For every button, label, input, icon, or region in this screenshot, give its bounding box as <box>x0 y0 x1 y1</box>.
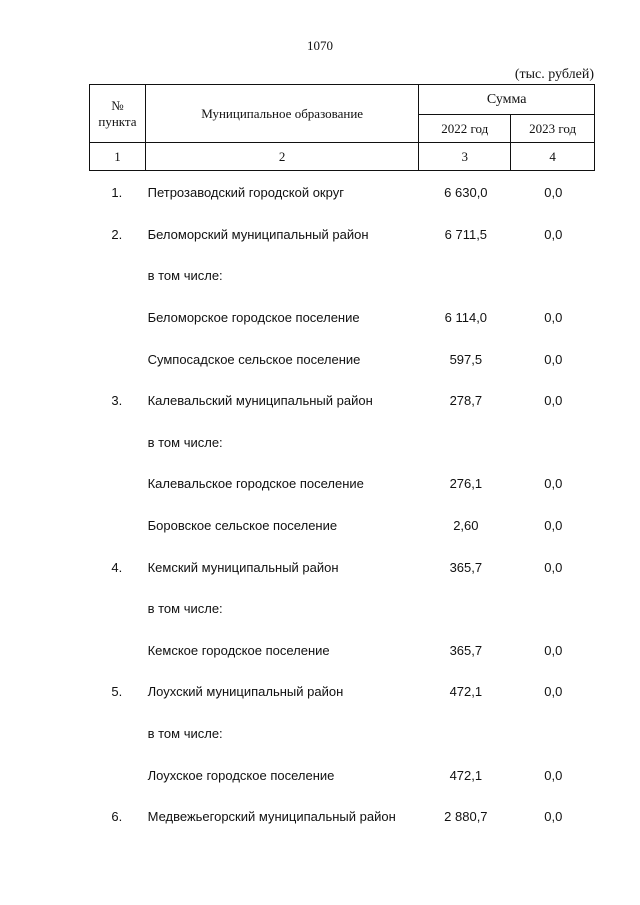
row-name: Беломорское городское поселение <box>147 310 360 326</box>
header-index-3: 3 <box>419 143 511 171</box>
row-value-2022: 365,7 <box>449 559 483 575</box>
row-number <box>89 505 145 547</box>
header-index-1: 1 <box>90 143 146 171</box>
header-sum: Сумма <box>419 85 595 115</box>
header-index-2: 2 <box>145 143 418 171</box>
table-body <box>89 172 595 838</box>
row-name: в том числе: <box>147 268 223 284</box>
row-value-2022: 6 630,0 <box>444 185 488 201</box>
row-value-2022 <box>420 422 511 464</box>
table-row <box>89 214 595 256</box>
header-name: Муниципальное образование <box>145 85 418 143</box>
row-number <box>89 338 145 380</box>
row-value-2022: 6 114,0 <box>444 310 488 326</box>
table-row <box>89 796 595 838</box>
row-value-2023: 0,0 <box>544 185 563 201</box>
table-header <box>89 84 595 171</box>
row-value-2023: 0,0 <box>544 310 563 326</box>
row-value-2023 <box>512 713 595 755</box>
table-row <box>89 338 595 380</box>
row-number <box>89 463 145 505</box>
row-value-2023 <box>512 588 595 630</box>
table-row <box>89 505 595 547</box>
row-name: Петрозаводский городской округ <box>147 185 344 201</box>
row-value-2022 <box>420 713 511 755</box>
table-row <box>89 671 595 713</box>
row-name: в том числе: <box>147 601 223 617</box>
table-row <box>89 422 595 464</box>
row-number: 4. <box>111 559 123 575</box>
row-value-2023 <box>512 422 595 464</box>
row-value-2022: 276,1 <box>449 476 483 492</box>
row-number: 3. <box>111 393 123 409</box>
table-row <box>89 546 595 588</box>
row-number: 2. <box>111 226 123 242</box>
table-row <box>89 588 595 630</box>
row-value-2023 <box>512 255 595 297</box>
row-name: Кемский муниципальный район <box>147 559 339 575</box>
row-value-2022: 472,1 <box>449 684 483 700</box>
row-value-2023: 0,0 <box>544 393 563 409</box>
row-name: Лоухское городское поселение <box>147 767 335 783</box>
row-name: Кемское городское поселение <box>147 642 330 658</box>
row-name: Беломорский муниципальный район <box>147 226 369 242</box>
row-name: Калевальское городское поселение <box>147 476 364 492</box>
row-number <box>89 422 145 464</box>
row-value-2023: 0,0 <box>544 351 563 367</box>
row-number <box>89 713 145 755</box>
row-value-2023: 0,0 <box>544 226 563 242</box>
row-name: Лоухский муниципальный район <box>147 684 344 700</box>
row-value-2023: 0,0 <box>544 518 563 534</box>
header-2022: 2022 год <box>419 115 511 143</box>
row-name: Сумпосадское сельское поселение <box>147 351 361 367</box>
row-name: в том числе: <box>147 726 223 742</box>
row-value-2022: 6 711,5 <box>444 226 488 242</box>
table-row <box>89 713 595 755</box>
row-number: 6. <box>111 809 123 825</box>
page-number: 1070 <box>307 38 333 53</box>
row-number <box>89 588 145 630</box>
table-row <box>89 297 595 339</box>
row-number <box>89 255 145 297</box>
row-name: Боровское сельское поселение <box>147 518 338 534</box>
table-row <box>89 754 595 796</box>
row-value-2023: 0,0 <box>544 767 563 783</box>
header-index-4: 4 <box>511 143 595 171</box>
row-value-2022: 365,7 <box>449 642 483 658</box>
table-row <box>89 463 595 505</box>
table-row <box>89 172 595 214</box>
row-value-2022: 597,5 <box>449 351 483 367</box>
row-value-2022 <box>420 255 511 297</box>
row-name: в том числе: <box>147 434 223 450</box>
row-number <box>89 297 145 339</box>
unit-note: (тыс. рублей) <box>514 67 594 82</box>
row-name: Медвежьегорский муниципальный район <box>147 809 396 825</box>
table-row <box>89 630 595 672</box>
row-value-2022: 2 880,7 <box>444 809 488 825</box>
row-value-2022: 472,1 <box>449 767 483 783</box>
row-name: Калевальский муниципальный район <box>147 393 373 409</box>
row-number <box>89 630 145 672</box>
table-row <box>89 380 595 422</box>
row-value-2023: 0,0 <box>544 476 563 492</box>
row-value-2023: 0,0 <box>544 559 563 575</box>
table-row <box>89 255 595 297</box>
header-number: № пункта <box>90 85 146 143</box>
row-value-2023: 0,0 <box>544 684 563 700</box>
row-value-2022 <box>420 588 511 630</box>
row-number: 1. <box>111 185 123 201</box>
row-number <box>89 754 145 796</box>
header-2023: 2023 год <box>511 115 595 143</box>
row-value-2023: 0,0 <box>544 642 563 658</box>
row-value-2022: 2,60 <box>453 518 479 534</box>
row-value-2023: 0,0 <box>544 809 563 825</box>
row-number: 5. <box>111 684 123 700</box>
row-value-2022: 278,7 <box>449 393 483 409</box>
